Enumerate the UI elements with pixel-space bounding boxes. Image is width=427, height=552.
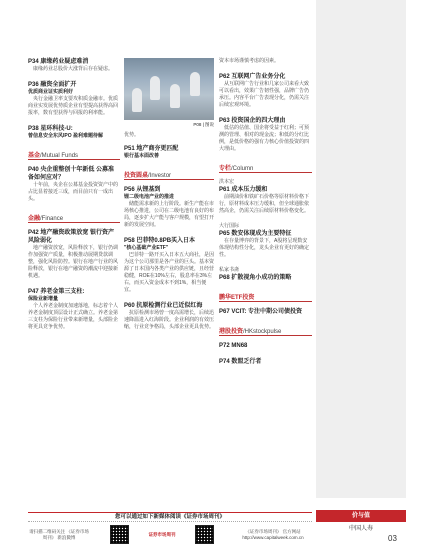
section-header-column <box>219 161 312 173</box>
columnist-name: 大行国际 <box>219 223 240 229</box>
entry-page-title <box>219 117 312 125</box>
page-ref: P56 <box>124 187 135 193</box>
page-ref: P67 <box>219 309 230 315</box>
entry-page-title <box>124 302 214 310</box>
astronaut-figure <box>190 72 200 96</box>
entry-title: 互联网广告业务分化 <box>231 74 286 80</box>
page-ref: P34 <box>28 59 39 65</box>
toc-entry[interactable] <box>219 117 312 153</box>
entry-page-title <box>219 230 312 238</box>
entry-subtitle: 优质商业证实质利好 <box>28 89 74 95</box>
entry-subtitle: "核心基础产业ETF" <box>124 245 169 251</box>
page-ref: P38 <box>28 126 39 132</box>
entry-title: 康缘药业疑虑难消 <box>40 59 89 65</box>
page-number: 03 <box>388 534 397 543</box>
page-ref: P72 <box>219 343 230 349</box>
page-ref: P61 <box>219 187 230 193</box>
entry-title: 地产融资政策放宽 银行资产风险弱化 <box>28 230 115 244</box>
toc-entry[interactable] <box>28 229 120 280</box>
section-title: 金融 <box>28 216 41 222</box>
footer <box>28 512 312 544</box>
section-header-finance <box>28 211 120 223</box>
page-ref: P63 <box>219 118 230 124</box>
entry-body: 抗原检测市场曾一度高需增长，后续迅速降温进入红海阶段。企业利润的有效压缩，行业竞争格局，头部企业更具优势。 <box>124 310 215 330</box>
toc-entry[interactable] <box>219 358 312 366</box>
entry-body: 地产融资放宽，风险释放下，银行仍调作加强资产质量，积极推动展期贷款调整，强化风险防控。银行在地产行业的风险释放，银行在地产融资的潮流中迎接新机遇。 <box>28 245 119 279</box>
entry-title: 成本压力缓和 <box>231 187 268 193</box>
page-ref: P58 <box>124 238 135 244</box>
page-ref: P60 <box>124 303 135 309</box>
entry-title: 养老金第三支柱: <box>40 289 85 295</box>
website-text[interactable]: 《证券市场周刊》 官方网站 http://www.capitalweek.com.cn <box>242 528 304 540</box>
entry-body: 储能需求新的上行阶段。新生产能在市场核心推进，公司在二级电池有良好的布局，逐步扩大产能与客户规模，有望打开新的发展空间。 <box>124 201 215 228</box>
page-ref: P74 <box>219 359 230 365</box>
advert-box[interactable] <box>316 510 406 537</box>
section-header-fund <box>28 148 120 160</box>
toc-entry[interactable] <box>124 237 214 294</box>
entry-page-title <box>28 58 120 66</box>
qr-code-icon[interactable] <box>110 525 129 544</box>
entry-body: 前期油价和铁矿石价格等原材料价格下行，原材料成本压力缓和，但全球通胀依然高企，仍需关注后续原材料价格变化。 <box>219 194 310 214</box>
qr-code-icon[interactable] <box>195 525 214 544</box>
entry-body: 个人养老金制度加速落地，标志着个人养老金制度顶层设计正式确立。养老金第三支柱为保险行业带来新增量，头部险企将更具竞争优势。 <box>28 303 119 330</box>
entry-title: 扩散视角小成功的策略 <box>231 275 292 281</box>
section-subtitle: /Investor <box>148 173 172 179</box>
entry-body: 低估的估值、国企将受益于红利；可预测的管理、相对的现金流；和低的分红比例，是低价格的强有力核心价值投资的四大理由。 <box>219 125 310 152</box>
toc-entry[interactable] <box>28 166 120 203</box>
entry-title: 抗原检测行业已近似红海 <box>136 303 203 309</box>
entry-page-title <box>124 145 214 153</box>
entry-page-title <box>28 125 120 133</box>
toc-entry[interactable] <box>219 230 312 259</box>
section-subtitle: /Finance <box>40 216 64 222</box>
advert-company: 中国人寿 <box>348 526 373 532</box>
toc-column-1 <box>28 58 120 339</box>
section-header-hkstock <box>219 324 312 336</box>
entry-page-title <box>219 308 312 316</box>
section-title: 港股投资 <box>219 329 244 335</box>
astronaut-figure <box>170 84 180 108</box>
columnist-name: 私家书斋 <box>219 267 240 273</box>
toc-entry[interactable] <box>28 58 120 73</box>
toc-entry[interactable] <box>124 302 214 331</box>
page-ref: P40 <box>28 167 39 173</box>
entry-page-title <box>28 288 120 296</box>
entry-page-title <box>28 229 120 245</box>
entry-subtitle: 银行基本面改善 <box>124 153 160 159</box>
entry-title: 地产商夯更匹配 <box>136 146 179 152</box>
toc-entry[interactable] <box>219 274 312 282</box>
weibo-logo: 证券市场周刊 <box>148 531 176 537</box>
page-ref: P51 <box>124 146 135 152</box>
photo-caption: P08 | 图说 <box>193 122 214 127</box>
entry-body: 央行金融卫率支要攻积质金融市。优质商业实发展优势质企业有望提高获得高回报率，数有望获得与回报的利率能。 <box>28 96 119 116</box>
entry-body: 从互联网广告行业和几家公司来看大致可以看出，效果广告韧性强，品牌广告仍承压。内容平台广告表现分化，仍需关注后续宏观环境。 <box>219 81 310 108</box>
continued-text: 资本市场谨慎考虑的因素。 <box>219 58 280 64</box>
page-ref: P68 <box>219 275 230 281</box>
astronaut-figure <box>132 88 142 112</box>
entry-subtitle: 保险业新增量 <box>28 296 59 302</box>
section-title: 基金 <box>28 153 41 159</box>
entry-title: 投资国企的四大理由 <box>231 118 286 124</box>
continued-text: 优势。 <box>124 132 140 138</box>
entry-page-title <box>219 274 312 282</box>
entry-body: 巴菲特一路开买入日本五大商社，是因为这个公司那里是各产业的巨头。基本资源了日本国内各类产业的供应链，且经营稳健，ROE在10%左右，股息率在3%左右，而买入资金成本不到1%，相当便宜。 <box>124 252 215 293</box>
entry-title: 数盟乏行者 <box>231 359 262 365</box>
entry-body: 康缘药业总股价大涨背后存在疑虑。 <box>33 66 114 72</box>
entry-page-title <box>219 342 312 350</box>
entry-page-title <box>28 166 120 182</box>
entry-title: 从锂基到 <box>136 187 161 193</box>
weibo-text: 请扫描二维码关注 《证券市场周刊》 新浪微博 <box>29 528 89 540</box>
section-subtitle: /Column <box>231 166 254 172</box>
page-ref: P65 <box>219 231 230 237</box>
advert-title: 价与值 <box>316 510 406 522</box>
entry-title: 数安体现成为主要特征 <box>231 231 292 237</box>
toc-entry[interactable] <box>219 342 312 350</box>
entry-title: 巴菲特0.8PB买入日本 <box>136 238 196 244</box>
section-title: 专栏 <box>219 166 232 172</box>
toc-entry[interactable] <box>219 186 312 215</box>
entry-page-title <box>28 81 120 89</box>
toc-entry[interactable] <box>219 73 312 109</box>
entry-body: 在存量博弈的背景下，A股将呈现数安体现结构性分化，龙头企业有更好的确定性。 <box>219 238 310 258</box>
astronaut-figure <box>150 76 160 100</box>
page-ref: P62 <box>219 74 230 80</box>
page-ref: P42 <box>28 230 39 236</box>
page-ref: P36 <box>28 82 39 88</box>
entry-page-title <box>124 237 214 245</box>
columnist-name: 洪本宏 <box>219 179 235 185</box>
entry-title: 融资全面扩开 <box>40 82 77 88</box>
new-media-notice: 您可以通过如下新媒体阅读《证券市场周刊》 <box>28 512 312 522</box>
right-ad-strip <box>316 0 406 498</box>
toc-column-2 <box>124 58 214 339</box>
footer-row <box>28 522 312 544</box>
section-title: 鹏华ETF投资 <box>219 295 255 301</box>
entry-page-title <box>219 186 312 194</box>
feature-photo[interactable] <box>124 58 214 120</box>
page-ref: P47 <box>28 289 39 295</box>
toc-entry[interactable] <box>28 288 120 331</box>
entry-body: 十年前，央企在公募基金投资资产中的占比显着接近三成，而目前只有一成出头。 <box>28 182 119 202</box>
section-subtitle: /HKstockpulse <box>243 329 282 335</box>
toc-entry[interactable] <box>219 308 312 316</box>
toc-entry[interactable] <box>124 186 214 229</box>
entry-title: VCIT: 专注中期公司债投资 <box>231 309 303 315</box>
entry-title: 星环科技-U: <box>40 126 73 132</box>
entry-title: MN68 <box>231 343 248 349</box>
toc-entry[interactable] <box>28 125 120 140</box>
toc-entry[interactable] <box>124 145 214 160</box>
entry-page-title <box>219 358 312 366</box>
entry-title: 央企重整创十年新低 公募准备如何应对？ <box>28 167 115 181</box>
section-header-investor <box>124 168 214 180</box>
entry-subtitle: 曾信息安全东风IPO 盈利难题待解 <box>28 133 104 139</box>
section-header-etf <box>219 290 312 302</box>
entry-subtitle: 锂二级电池产业的推进 <box>124 194 175 200</box>
entry-page-title <box>124 186 214 194</box>
toc-entry[interactable] <box>28 81 120 117</box>
section-title: 投资圆桌 <box>124 173 149 179</box>
section-subtitle: /Mutual Funds <box>40 153 79 159</box>
toc-column-3 <box>219 58 312 374</box>
entry-page-title <box>219 73 312 81</box>
